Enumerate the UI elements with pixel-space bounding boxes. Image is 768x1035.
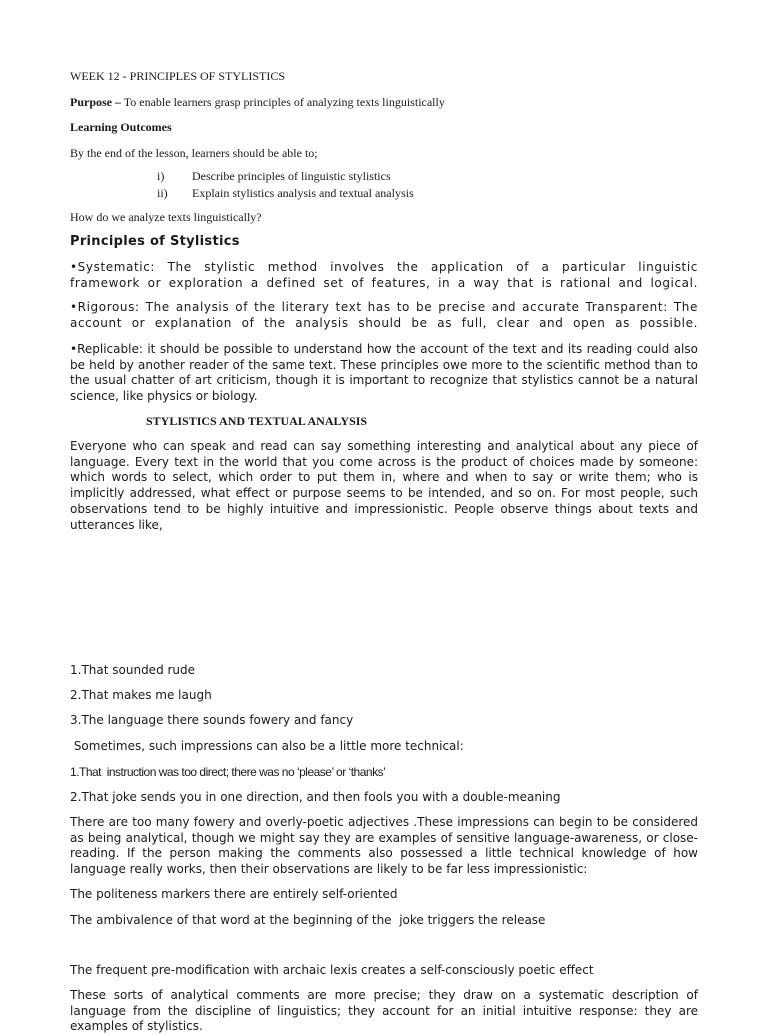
- textual-analysis-paragraph: Everyone who can speak and read can say something interesting and analytical about any piece of language. Every text in the world that you come across is the product of choices made by someone: which words to select, which order to put them in, where and when to say or write them; who is implicitly addressed, what effect or purpose seems to be intended, and so on. For most people, such observations tend to be highly intuitive and impressionistic. People observe things about texts and utterances like,: [70, 439, 698, 532]
- impression-item: 3.The language there sounds fowery and fancy: [70, 713, 354, 727]
- outcome-text: Explain stylistics analysis and textual analysis: [192, 186, 414, 200]
- outcome-text: Describe principles of linguistic stylistics: [192, 169, 391, 183]
- purpose-line: [70, 95, 445, 110]
- principles-heading: Principles of Stylistics: [70, 234, 240, 249]
- observation-item: The ambivalence of that word at the beginning of the joke triggers the release: [70, 913, 546, 927]
- impression-item: 2.That makes me laugh: [70, 688, 212, 702]
- technical-item: 2.That joke sends you in one direction, and then fools you with a double-meaning: [70, 790, 561, 804]
- principle-rigorous: •Rigorous: The analysis of the literary text has to be precise and accurate Transparent: The account or explanation of the analysis should be as full, clear and open as possible.: [70, 300, 698, 330]
- observation-item: The politeness markers there are entirely self-oriented: [70, 887, 398, 901]
- technical-item: 1.That instruction was too direct; there was no ‘please’ or ‘thanks’: [70, 765, 386, 779]
- impression-item: 1.That sounded rude: [70, 663, 196, 677]
- textual-analysis-heading: STYLISTICS AND TEXTUAL ANALYSIS: [146, 414, 368, 428]
- outcome-number: i): [157, 169, 165, 183]
- technical-intro: Sometimes, such impressions can also be a little more technical:: [70, 739, 464, 753]
- observation-item: The frequent pre-modification with archaic lexis creates a self-consciously poetic effect: [70, 963, 594, 977]
- week-title: WEEK 12 - PRINCIPLES OF STYLISTICS: [70, 69, 286, 83]
- outcomes-intro: By the end of the lesson, learners should be able to;: [70, 146, 318, 160]
- principle-replicable: •Replicable: it should be possible to understand how the account of the text and its reading could also be held by another reader of the same text. These principles owe more to the scientific method than to the usual chatter of art criticism, though it is important to recognize that stylistics cannot be a natural science, like physics or biology.: [70, 342, 698, 404]
- outcome-item: [0, 169, 768, 183]
- outcome-item: [0, 186, 768, 200]
- purpose-label: Purpose –: [70, 95, 121, 109]
- closing-paragraph: These sorts of analytical comments are more precise; they draw on a systematic description of language from the discipline of linguistics; they account for an initial intuitive response: they are examples of stylistics.: [70, 988, 698, 1034]
- outcome-number: ii): [157, 186, 168, 200]
- analysis-paragraph: There are too many fowery and overly-poetic adjectives .These impressions can begin to be considered as being analytical, though we might say they are examples of sensitive language-awareness, or close-reading. If the person making the comments also possessed a little technical knowledge of how language really works, then their observations are likely to be far less impressionistic:: [70, 815, 698, 877]
- outcomes-heading: Learning Outcomes: [70, 120, 172, 134]
- principle-systematic: •Systematic: The stylistic method involves the application of a particular linguistic framework or exploration a defined set of features, in a way that is rational and logical.: [70, 260, 698, 290]
- guiding-question: How do we analyze texts linguistically?: [70, 210, 262, 224]
- purpose-text: To enable learners grasp principles of analyzing texts linguistically: [121, 95, 445, 109]
